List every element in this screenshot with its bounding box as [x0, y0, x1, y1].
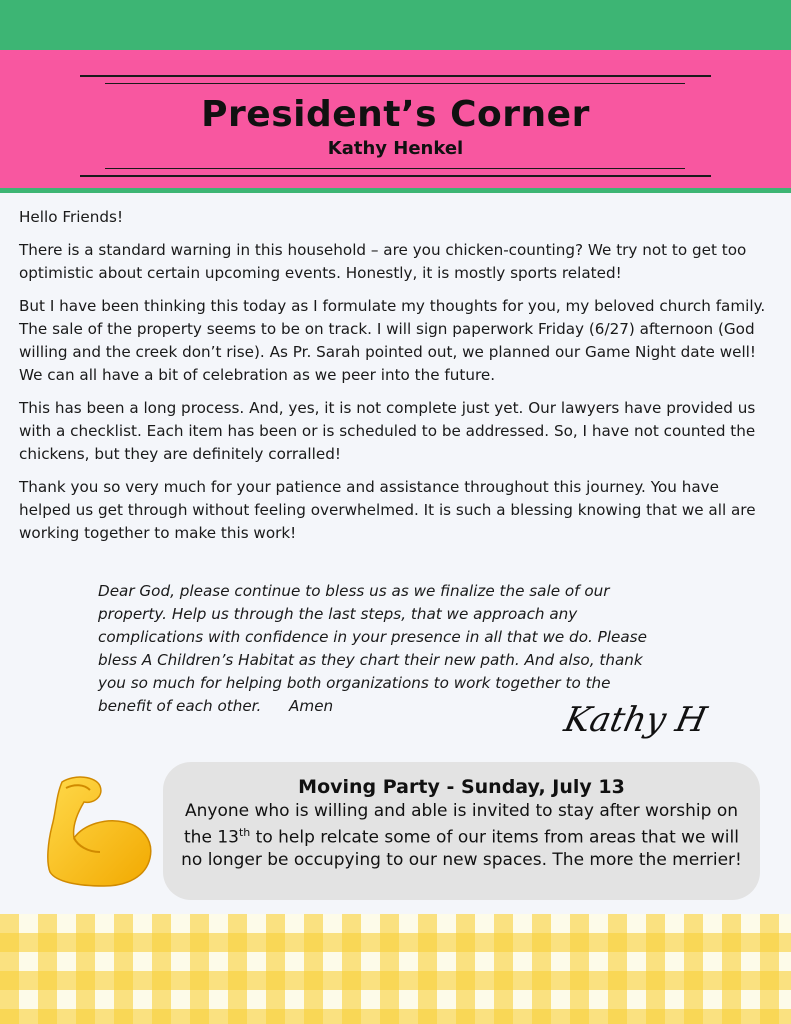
header-rule-bottom-2 — [80, 175, 711, 177]
paragraph-4: Thank you so very much for your patience and assistance throughout this journey. You have helped us get through without feeling overwhelmed. It is such a blessing knowing that we all are working together to make this work! — [19, 478, 756, 542]
top-green-bar — [0, 0, 791, 50]
header-banner — [0, 50, 791, 193]
header-rule-top-2 — [105, 83, 685, 84]
header-rule-bottom-1 — [105, 168, 685, 169]
callout-superscript: th — [238, 826, 251, 839]
page-title: President’s Corner — [201, 94, 590, 135]
callout-text-part-1: Anyone who is willing and able is invited to stay after worship on the 13 — [184, 801, 738, 848]
moving-party-callout — [163, 762, 760, 900]
callout-title: Moving Party - Sunday, July 13 — [298, 776, 625, 798]
signature: Kathy H — [560, 700, 711, 740]
paragraph-1: There is a standard warning in this household – are you chicken-counting? We try not to get too optimistic about certain upcoming events. Honestly, it is mostly sports related! — [19, 241, 747, 282]
callout-text — [172, 800, 752, 871]
prayer-text: Dear God, please continue to bless us as we finalize the sale of our property. Help us through the last steps, that we approach any complications with confidence in your presence in all that we do. Please bless A Children’s Habitat as they chart their new path. And also, thank you so much for helping both organizations to work together to the benefit of each other. — [98, 582, 647, 715]
callout-text-part-2: to help relcate some of our items from areas that we will no longer be occupying to our new spaces. The more the merrier! — [181, 827, 742, 870]
author-name: Kathy Henkel — [327, 138, 464, 159]
prayer-amen: Amen — [289, 697, 334, 715]
gingham-footer — [0, 914, 791, 1024]
paragraph-3: This has been a long process. And, yes, it is not complete just yet. Our lawyers have provided us with a checklist. Each item has been or is scheduled to be addressed. So, I have not counted the chickens, but they are definitely corralled! — [19, 399, 756, 463]
header-rule-top-1 — [80, 75, 711, 77]
prayer — [98, 580, 668, 718]
paragraph-2: But I have been thinking this today as I formulate my thoughts for you, my beloved church family. The sale of the property seems to be on track. I will sign paperwork Friday (6/27) afternoon (God willing and the creek don’t rise). As Pr. Sarah pointed out, we planned our Game Night date well! We can all have a bit of celebration as we peer into the future. — [19, 297, 766, 384]
letter-body — [19, 206, 775, 555]
flexed-biceps-icon — [44, 772, 156, 890]
greeting: Hello Friends! — [19, 208, 124, 226]
